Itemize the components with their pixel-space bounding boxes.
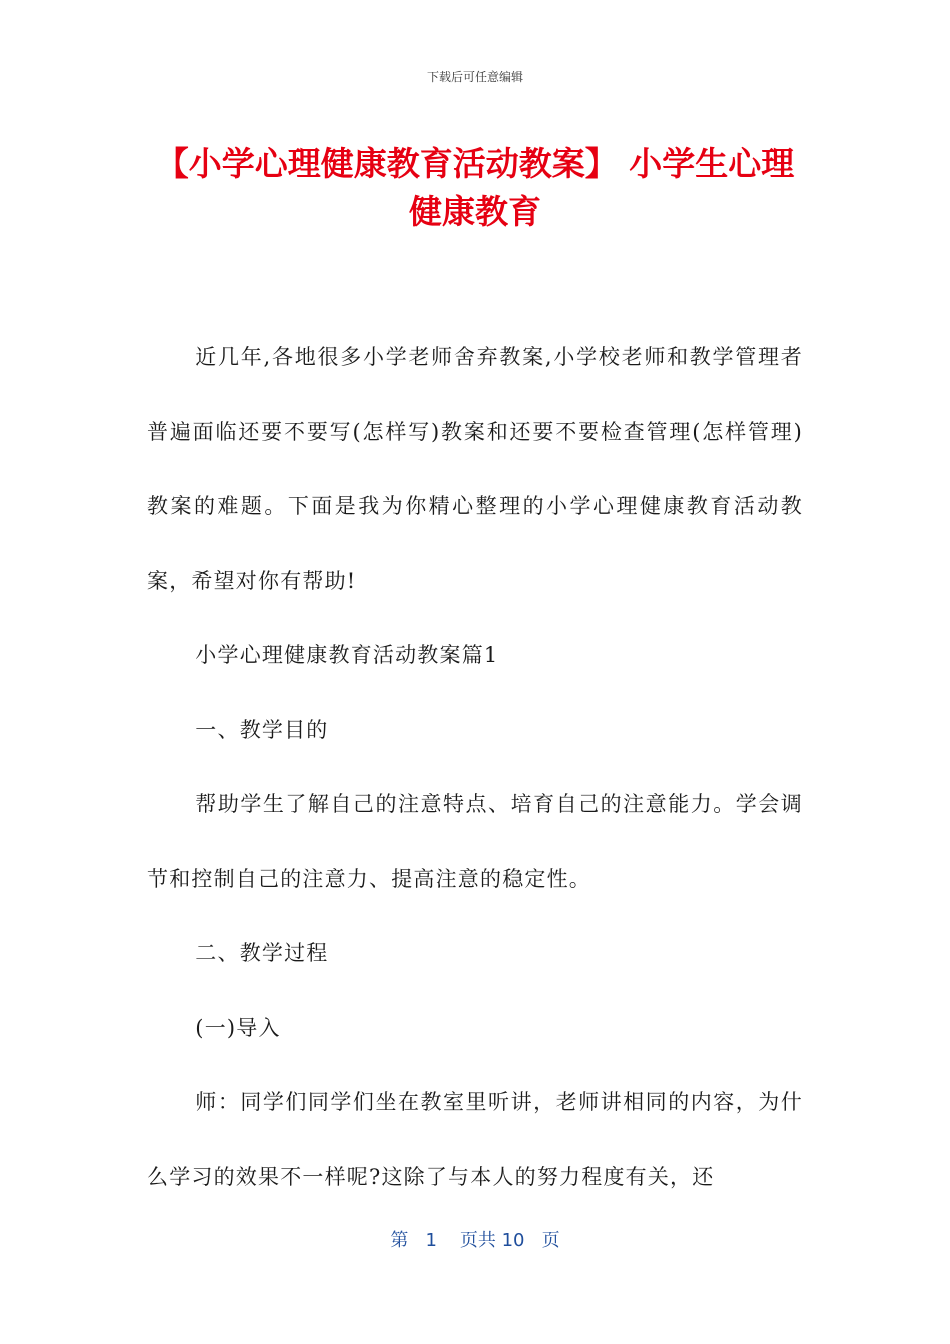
footer-page-suffix: 页	[541, 1230, 560, 1251]
paragraph-intro: 近几年,各地很多小学老师舍弃教案,小学校老师和教学管理者普遍面临还要不要写(怎样写)教案和还要不要检查管理(怎样管理)教案的难题。下面是我为你精心整理的小学心理健康教育活动教案，希望对你有帮助!	[147, 345, 803, 593]
footer-page-mid: 页共	[459, 1230, 496, 1251]
footer-page-label: 第	[390, 1230, 409, 1251]
document-body	[147, 320, 803, 1214]
heading-teaching-goal: 一、教学目的	[195, 717, 329, 742]
footer-page-number: 1	[425, 1230, 437, 1251]
paragraph-teaching-goal: 帮助学生了解自己的注意特点、培育自己的注意能力。学会调节和控制自己的注意力、提高注意的稳定性。	[147, 792, 803, 891]
footer-total-pages: 10	[501, 1230, 525, 1251]
header-note: 下载后可任意编辑	[426, 70, 523, 84]
section-heading-lesson-1: 小学心理健康教育活动教案篇1	[195, 643, 499, 667]
document-title: 【小学心理健康教育活动教案】 小学生心理健康教育	[155, 144, 795, 231]
heading-teaching-process: 二、教学过程	[195, 941, 329, 965]
paragraph-teacher-dialogue: 师：同学们同学们坐在教室里听讲，老师讲相同的内容，为什么学习的效果不一样呢?这除了与本人的努力程度有关，还	[147, 1090, 803, 1189]
page-footer	[0, 1226, 950, 1252]
heading-introduction: (一)导入	[195, 1015, 281, 1040]
